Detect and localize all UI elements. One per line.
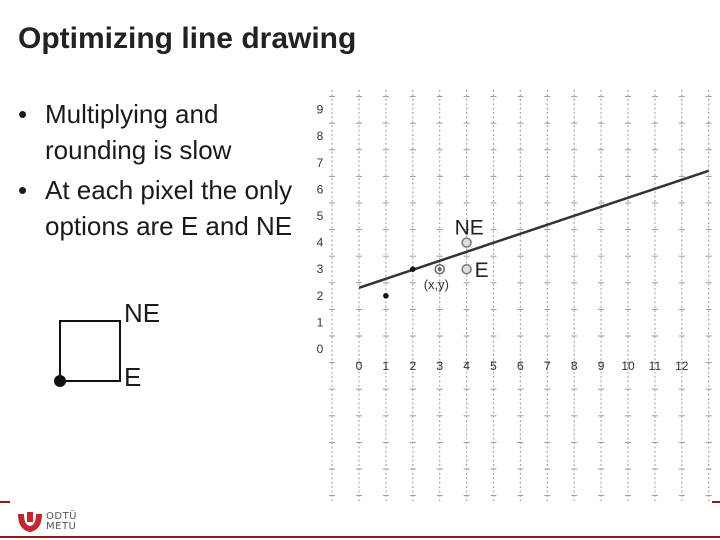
y-tick-label: 6 bbox=[316, 182, 324, 197]
y-tick-label: 5 bbox=[316, 209, 324, 223]
x-tick-label: 1 bbox=[382, 359, 390, 373]
pixel-square bbox=[60, 321, 120, 381]
y-tick-label: 2 bbox=[316, 288, 324, 303]
x-tick-label: 9 bbox=[597, 359, 605, 373]
y-tick-label: 7 bbox=[316, 155, 324, 170]
x-tick-label: 2 bbox=[409, 359, 417, 373]
drawn-pixel-point bbox=[383, 293, 389, 299]
y-tick-label: 4 bbox=[316, 235, 324, 250]
pixel-choice-diagram bbox=[40, 290, 180, 400]
university-logo-icon bbox=[16, 510, 44, 534]
footer-rule bbox=[0, 536, 720, 538]
current-pixel-center bbox=[438, 267, 442, 271]
logo-text bbox=[46, 512, 77, 532]
slide-title: Optimizing line drawing bbox=[18, 22, 357, 55]
ne-label: NE bbox=[124, 298, 161, 328]
x-tick-labels bbox=[356, 359, 689, 373]
x-tick-label: 11 bbox=[648, 359, 662, 373]
logo-line-metu: METU bbox=[46, 521, 77, 532]
x-tick-label: 4 bbox=[463, 359, 470, 373]
grid-e-label: E bbox=[474, 259, 489, 283]
current-point-label: (x,y) bbox=[423, 277, 449, 293]
x-tick-label: 0 bbox=[355, 359, 363, 373]
y-tick-label: 0 bbox=[316, 342, 324, 356]
grid-ne-label: NE bbox=[454, 216, 484, 240]
e-label: E bbox=[124, 362, 142, 392]
bullet-list bbox=[18, 96, 303, 248]
x-tick-label: 7 bbox=[543, 359, 551, 373]
footer-edge-mark bbox=[712, 501, 720, 503]
footer-edge-mark bbox=[0, 501, 10, 503]
y-tick-label: 1 bbox=[316, 315, 324, 330]
logo-line-odtu: ODTÜ bbox=[46, 511, 77, 522]
y-tick-labels bbox=[317, 103, 324, 356]
x-tick-label: 12 bbox=[675, 359, 689, 373]
bullet-item: • At each pixel the only options are E and NE bbox=[18, 172, 303, 244]
y-tick-label: 3 bbox=[316, 262, 324, 277]
drawn-pixel-point bbox=[410, 266, 416, 272]
y-tick-label: 9 bbox=[316, 102, 324, 117]
y-tick-label: 8 bbox=[316, 129, 324, 144]
pixel-grid-figure bbox=[306, 82, 712, 507]
x-tick-label: 3 bbox=[436, 359, 444, 373]
x-tick-label: 8 bbox=[570, 359, 578, 373]
x-tick-label: 10 bbox=[621, 359, 635, 373]
bullet-item: • Multiplying and rounding is slow bbox=[18, 96, 303, 168]
x-tick-label: 5 bbox=[490, 359, 497, 373]
candidate-pixel-point bbox=[462, 265, 471, 274]
x-tick-label: 6 bbox=[517, 359, 524, 373]
current-pixel-dot bbox=[54, 375, 66, 387]
